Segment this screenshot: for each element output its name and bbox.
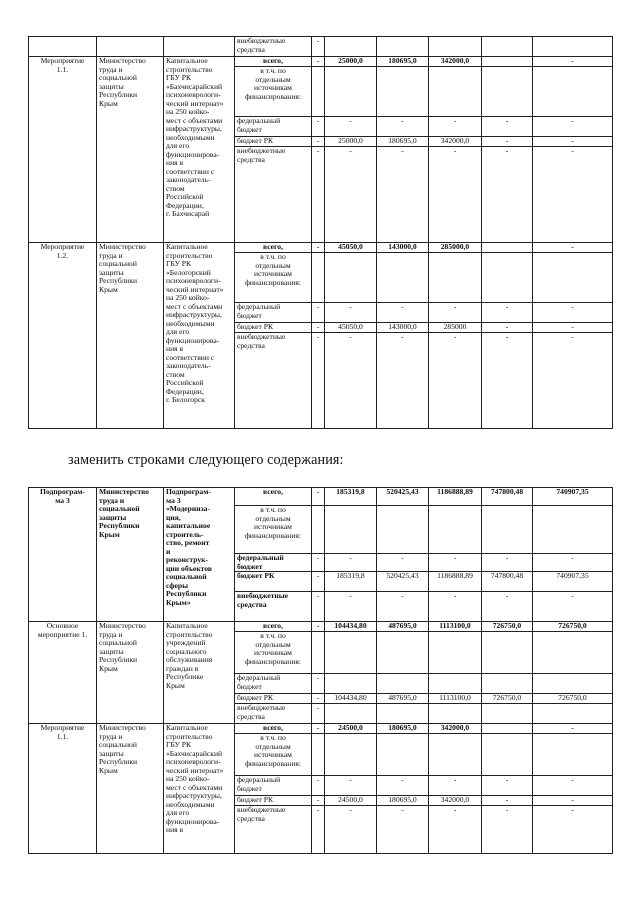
value-cell: 24500,0: [325, 796, 377, 806]
value-cell: -: [377, 592, 429, 622]
value-cell: 185319,8: [325, 572, 377, 592]
source-cell: бюджет РК: [235, 323, 312, 333]
value-cell: 45050,0: [325, 243, 377, 253]
value-cell: -: [533, 796, 613, 806]
value-cell: -: [312, 704, 325, 724]
bottom-budget-table: [28, 487, 613, 854]
value-cell: -: [533, 806, 613, 854]
value-cell: 143000,0: [377, 323, 429, 333]
source-cell: всего,: [235, 243, 312, 253]
table-row: [29, 37, 613, 57]
value-cell: 487695,0: [377, 694, 429, 704]
source-cell: в т.ч. по отдельным источникам финансирования:: [235, 506, 312, 554]
value-cell: 747800,48: [482, 572, 533, 592]
value-cell: -: [377, 806, 429, 854]
table-row: [29, 488, 613, 506]
value-cell: -: [312, 554, 325, 572]
value-cell: -: [312, 724, 325, 734]
value-cell: -: [377, 776, 429, 796]
source-cell: бюджет РК: [235, 796, 312, 806]
value-cell: -: [325, 806, 377, 854]
source-cell: всего,: [235, 724, 312, 734]
value-cell: -: [533, 323, 613, 333]
executor: Министерство труда и социальной защиты Республики Крым: [97, 57, 164, 243]
value-cell: 180695,0: [377, 796, 429, 806]
value-cell: [482, 724, 533, 734]
source-cell: всего,: [235, 488, 312, 506]
value-cell: -: [429, 554, 482, 572]
value-cell: -: [533, 592, 613, 622]
value-cell: [482, 57, 533, 67]
value-cell: -: [312, 303, 325, 323]
value-cell: -: [312, 333, 325, 429]
value-cell: 1186888,89: [429, 572, 482, 592]
value-cell: [429, 674, 482, 694]
value-cell: -: [533, 117, 613, 137]
value-cell: -: [325, 117, 377, 137]
source-cell: бюджет РК: [235, 694, 312, 704]
value-cell: -: [312, 572, 325, 592]
value-cell: 747800,48: [482, 488, 533, 506]
value-cell: -: [312, 37, 325, 57]
source-cell: бюджет РК: [235, 137, 312, 147]
source-cell: федеральный бюджет: [235, 776, 312, 796]
value-cell: -: [482, 147, 533, 243]
value-cell: 520425,43: [377, 572, 429, 592]
value-cell: -: [312, 323, 325, 333]
value-cell: -: [312, 147, 325, 243]
value-cell: -: [312, 592, 325, 622]
source-cell: федеральный бюджет: [235, 554, 312, 572]
value-cell: 285000: [429, 323, 482, 333]
value-cell: 740907,35: [533, 488, 613, 506]
value-cell: 726750,0: [533, 622, 613, 632]
value-cell: -: [429, 303, 482, 323]
value-cell: -: [325, 333, 377, 429]
value-cell: 180695,0: [377, 57, 429, 67]
value-cell: [377, 704, 429, 724]
value-cell: 45050,0: [325, 323, 377, 333]
value-cell: -: [533, 724, 613, 734]
value-cell: -: [325, 303, 377, 323]
value-cell: -: [312, 622, 325, 632]
source-cell: в т.ч. по отдельным источникам финансирования:: [235, 67, 312, 117]
value-cell: 342000,0: [429, 724, 482, 734]
value-cell: -: [325, 776, 377, 796]
value-cell: -: [429, 117, 482, 137]
value-cell: -: [482, 806, 533, 854]
main-measure-name: Основное мероприятие 1.: [29, 622, 97, 724]
value-cell: -: [482, 796, 533, 806]
value-cell: -: [377, 333, 429, 429]
executor: Министерство труда и социальной защиты Республики Крым: [97, 724, 164, 854]
value-cell: 25000,0: [325, 57, 377, 67]
value-cell: -: [533, 57, 613, 67]
value-cell: -: [482, 333, 533, 429]
value-cell: -: [312, 137, 325, 147]
value-cell: 180695,0: [377, 137, 429, 147]
measure-name: Мероприятие 1.2.: [29, 243, 97, 429]
value-cell: -: [482, 554, 533, 572]
measure-name: Мероприятие 1.1.: [29, 724, 97, 854]
value-cell: -: [482, 117, 533, 137]
value-cell: [533, 704, 613, 724]
value-cell: 143000,0: [377, 243, 429, 253]
source-cell: внебюджетные средства: [235, 592, 312, 622]
value-cell: [533, 674, 613, 694]
measure-description: Капитальное строительство ГБУ РК «Белогорский психоневрологи- ческий интернат» на 250 койко- мест с объектами инфраструктуры, необходимыми для его функционирова- ния в соответствии с законодатель- ством Российской Федерации, г. Белогорск: [164, 243, 235, 429]
value-cell: -: [429, 806, 482, 854]
value-cell: 726750,0: [482, 694, 533, 704]
main-measure-description: Капитальное строительство учреждений социального обслуживания граждан в Республике Крым: [164, 622, 235, 724]
value-cell: -: [325, 147, 377, 243]
value-cell: [325, 674, 377, 694]
subprogram-description: Подпрограм- ма 3 «Модерниза- ция, капитальное строитель- ство, ремонт и реконструк- ции объектов социальной сферы Республики Крым»: [164, 488, 235, 622]
value-cell: -: [312, 488, 325, 506]
measure-description: Капитальное строительство ГБУ РК «Бахчисарайский психоневрологи- ческий интернат» на 250 койко- мест с объектами инфраструктуры, необходимыми для его функционирова- ния в: [164, 724, 235, 854]
value-cell: -: [482, 592, 533, 622]
value-cell: 342000,0: [429, 137, 482, 147]
value-cell: 25000,0: [325, 137, 377, 147]
value-cell: -: [312, 796, 325, 806]
value-cell: [482, 674, 533, 694]
value-cell: 104434,80: [325, 694, 377, 704]
source-cell: внебюджетные средства: [235, 704, 312, 724]
value-cell: 104434,80: [325, 622, 377, 632]
value-cell: 180695,0: [377, 724, 429, 734]
source-cell: в т.ч. по отдельным источникам финансирования:: [235, 632, 312, 674]
value-cell: 285000,0: [429, 243, 482, 253]
value-cell: [325, 704, 377, 724]
value-cell: -: [533, 303, 613, 323]
value-cell: -: [533, 333, 613, 429]
value-cell: 185319,8: [325, 488, 377, 506]
source-cell: федеральный бюджет: [235, 303, 312, 323]
subprogram-name: Подпрограм- ма 3: [29, 488, 97, 622]
value-cell: -: [482, 323, 533, 333]
value-cell: [482, 704, 533, 724]
table-row: [29, 724, 613, 734]
value-cell: [429, 704, 482, 724]
value-cell: 740907,35: [533, 572, 613, 592]
top-budget-table: [28, 36, 613, 429]
value-cell: 342000,0: [429, 57, 482, 67]
value-cell: -: [429, 333, 482, 429]
value-cell: -: [482, 303, 533, 323]
value-cell: 342000,0: [429, 796, 482, 806]
source-cell: внебюджетные средства: [235, 333, 312, 429]
value-cell: 24500,0: [325, 724, 377, 734]
value-cell: -: [482, 137, 533, 147]
measure-name: Мероприятие 1.1.: [29, 57, 97, 243]
value-cell: -: [312, 674, 325, 694]
source-cell: внебюджетные средства: [235, 147, 312, 243]
value-cell: -: [429, 776, 482, 796]
value-cell: -: [312, 243, 325, 253]
source-cell: всего,: [235, 57, 312, 67]
value-cell: 726750,0: [533, 694, 613, 704]
table-row: [29, 243, 613, 253]
value-cell: -: [312, 776, 325, 796]
value-cell: 487695,0: [377, 622, 429, 632]
value-cell: -: [377, 303, 429, 323]
source-cell: бюджет РК: [235, 572, 312, 592]
value-cell: 1186888,89: [429, 488, 482, 506]
value-cell: -: [429, 147, 482, 243]
executor: Министерство труда и социальной защиты Республики Крым: [97, 243, 164, 429]
value-cell: 1113100,0: [429, 622, 482, 632]
source-cell: в т.ч. по отдельным источникам финансирования:: [235, 253, 312, 303]
value-cell: -: [325, 554, 377, 572]
value-cell: -: [533, 147, 613, 243]
value-cell: -: [533, 137, 613, 147]
value-cell: -: [533, 776, 613, 796]
value-cell: -: [429, 592, 482, 622]
value-cell: -: [312, 694, 325, 704]
source-cell: внебюджетные средства: [235, 806, 312, 854]
executor: Министерство труда и социальной защиты Республики Крым: [97, 622, 164, 724]
source-cell: всего,: [235, 622, 312, 632]
value-cell: -: [533, 243, 613, 253]
value-cell: -: [312, 117, 325, 137]
replace-note: заменить строками следующего содержания:: [68, 452, 344, 468]
value-cell: [482, 243, 533, 253]
value-cell: 1113100,0: [429, 694, 482, 704]
value-cell: 726750,0: [482, 622, 533, 632]
value-cell: -: [325, 592, 377, 622]
value-cell: -: [312, 57, 325, 67]
source-cell: федеральный бюджет: [235, 674, 312, 694]
source-cell: внебюджетные средства: [235, 37, 312, 57]
measure-description: Капитальное строительство ГБУ РК «Бахчисарайский психоневрологи- ческий интернат» на 250 койко- мест с объектами инфраструктуры, необходимыми для его функционирова- ния в соответствии с законодатель- ством Российской Федерации, г. Бахчисарай: [164, 57, 235, 243]
source-cell: федеральный бюджет: [235, 117, 312, 137]
value-cell: -: [533, 554, 613, 572]
source-cell: в т.ч. по отдельным источникам финансирования:: [235, 734, 312, 776]
value-cell: -: [377, 117, 429, 137]
value-cell: [377, 674, 429, 694]
value-cell: -: [482, 776, 533, 796]
table-row: [29, 57, 613, 67]
executor: Министерство труда и социальной защиты Республики Крым: [97, 488, 164, 622]
table-row: [29, 622, 613, 632]
value-cell: -: [377, 147, 429, 243]
value-cell: -: [312, 806, 325, 854]
value-cell: -: [377, 554, 429, 572]
value-cell: 520425,43: [377, 488, 429, 506]
